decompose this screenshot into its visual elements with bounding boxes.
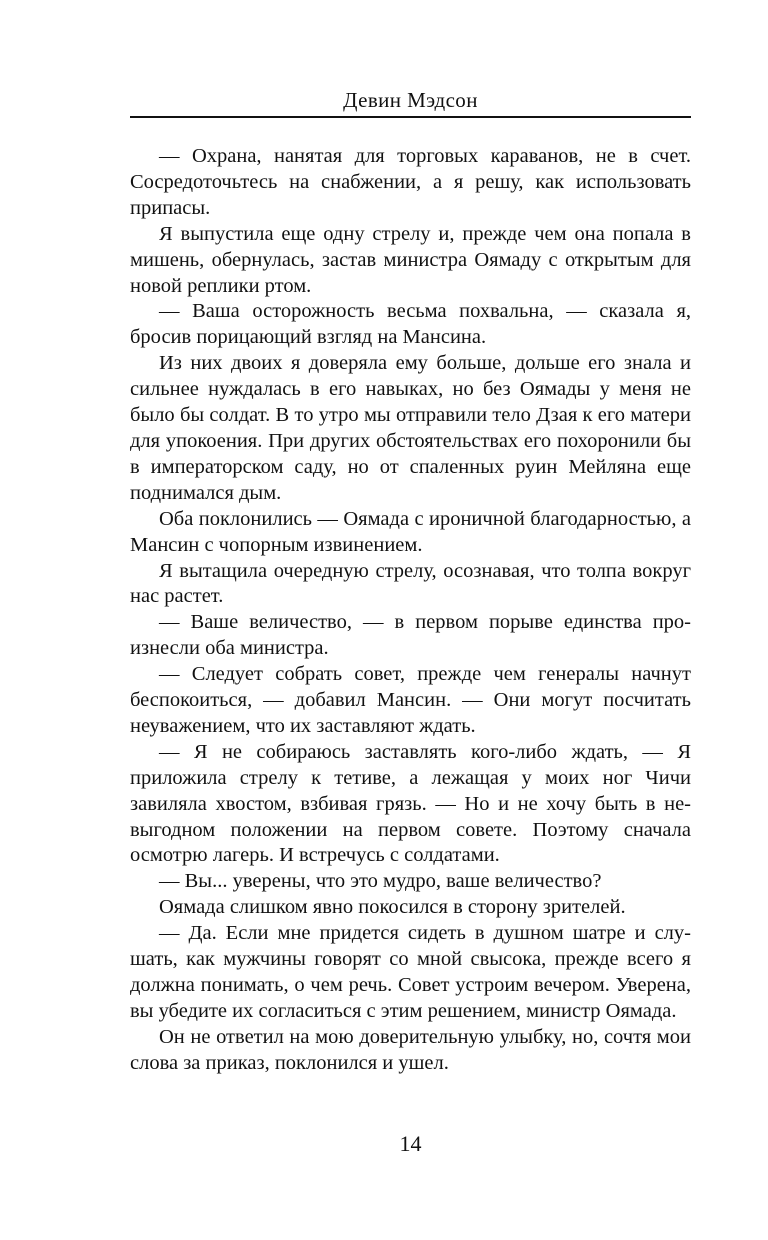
paragraph: — Следует собрать совет, прежде чем генералы начнут беспокоиться, — добавил Мансин. — Они могут посчитать неуважением, что их заставляют ждать. — [130, 663, 691, 737]
page-number: 14 — [399, 1131, 422, 1156]
header-rule — [130, 116, 691, 118]
paragraph: Он не ответил на мою доверительную улыбку, но, сочтя мои слова за приказ, поклонился и ушел. — [130, 1025, 691, 1074]
paragraph: Я вытащила очередную стрелу, осознавая, что толпа вокруг нас растет. — [130, 559, 691, 608]
paragraph: — Ваша осторожность весьма похвальна, — сказала я, бросив порицающий взгляд на Мансина. — [130, 300, 691, 349]
paragraph: — Ваше величество, — в первом порыве единства произнесли оба министра. — [130, 611, 691, 660]
paragraph: — Да. Если мне придется сидеть в душном шатре и слушать, как мужчины говорят со мной свысока, прежде всего я должна понимать, о чем речь. Совет устроим вечером. Уверена, вы убедите их согласиться с этим решением, министр Оямада. — [130, 922, 691, 1022]
paragraph: — Охрана, нанятая для торговых караванов, не в счет. Сосредоточьтесь на снабжении, а я решу, как использовать припасы. — [130, 145, 691, 219]
running-head: Девин Мэдсон — [343, 88, 478, 112]
body-text — [130, 144, 691, 1077]
paragraph: Оямада слишком явно покосился в сторону зрителей. — [159, 896, 626, 919]
paragraph: — Вы... уверены, что это мудро, ваше величество? — [159, 870, 602, 893]
paragraph: Из них двоих я доверяла ему больше, дольше его знала и сильнее нуждалась в его навыках, но без Оямады у меня не было бы солдат. В то утро мы отправили тело Дзая к его матери для упокоения. При других обстоятельствах его похоронили бы в императорском саду, но от спаленных руин Мейляна еще поднимался дым. — [130, 352, 691, 504]
paragraph: Я выпустила еще одну стрелу и, прежде чем она попала в мишень, обернулась, застав министра Оямаду с открытым для новой реплики ртом. — [130, 222, 691, 297]
paragraph: Оба поклонились — Оямада с ироничной благодарностью, а Мансин с чопорным извинением. — [130, 507, 691, 556]
paragraph: — Я не собираюсь заставлять кого-либо ждать, — Я приложила стрелу к тетиве, а лежащая у моих ног Чичи завиляла хвостом, взбивая грязь. — Но и не хочу быть в невыгодном положении на первом совете. Поэтому сначала осмотрю лагерь. И встречусь с солдатами. — [130, 740, 691, 867]
